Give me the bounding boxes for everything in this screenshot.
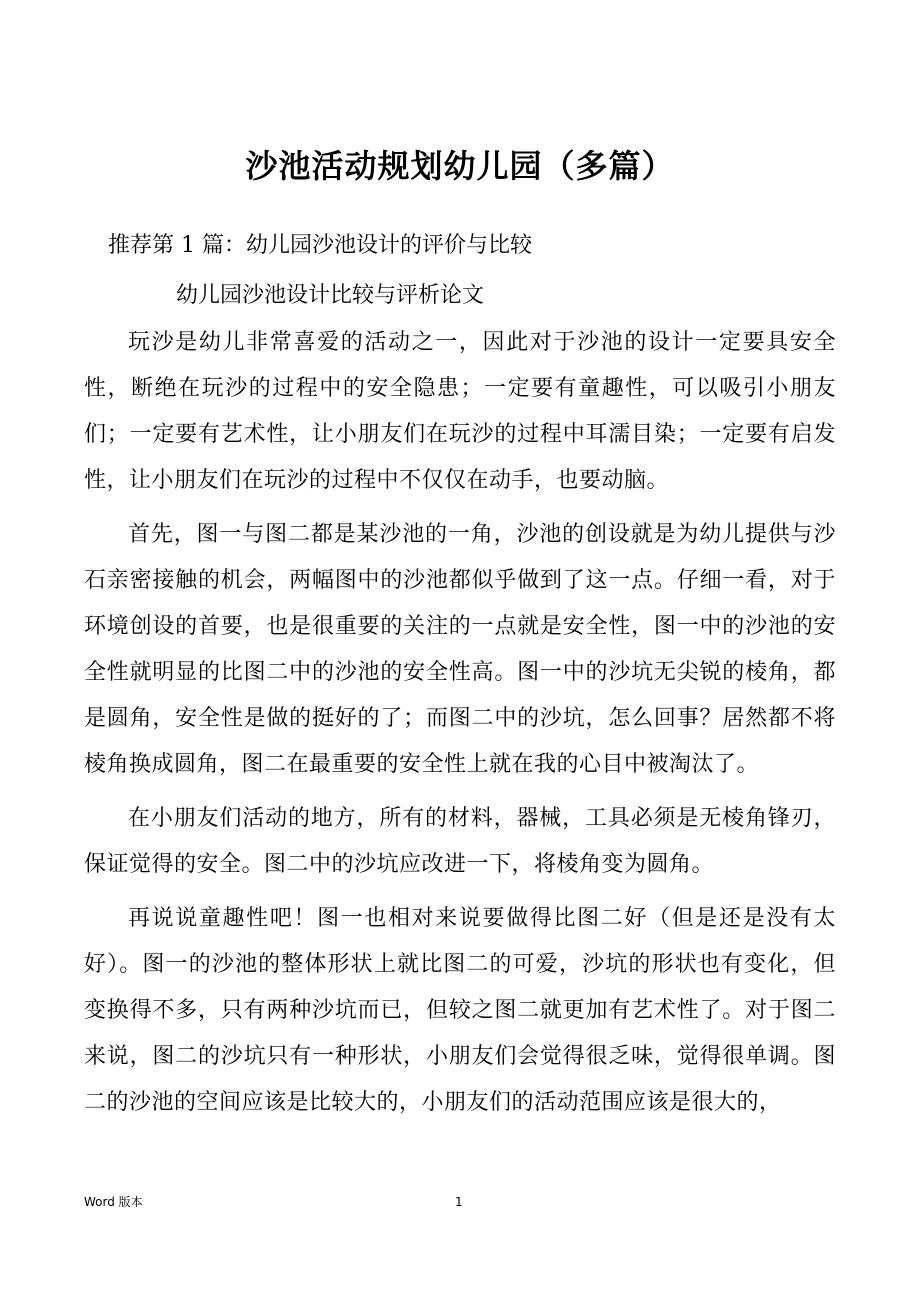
body-paragraph: 在小朋友们活动的地方，所有的材料，器械，工具必须是无棱角锋刃，保证觉得的安全。图二中的沙坑应改进一下，将棱角变为圆角。 bbox=[84, 806, 836, 877]
body-paragraph: 再说说童趣性吧！图一也相对来说要做得比图二好（但是还是没有太好）。图一的沙池的整体形状上就比图二的可爱，沙坑的形状也有变化，但变换得不多，只有两种沙坑而已，但较之图二就更加有艺术性了。对于图二来说，图二的沙坑只有一种形状，小朋友们会觉得很乏味，觉得很单调。图二的沙池的空间应该是比较大的，小朋友们的活动范围应该是很大的， bbox=[84, 906, 836, 1115]
body-paragraph: 玩沙是幼儿非常喜爱的活动之一，因此对于沙池的设计一定要具安全性，断绝在玩沙的过程中的安全隐患；一定要有童趣性，可以吸引小朋友们；一定要有艺术性，让小朋友们在玩沙的过程中耳濡目染；一定要有启发性，让小朋友们在玩沙的过程中不仅仅在动手，也要动脑。 bbox=[84, 330, 836, 493]
document-body bbox=[84, 320, 836, 1134]
article-subheading: 幼儿园沙池设计比较与评析论文 bbox=[176, 283, 485, 308]
document-title: 沙池活动规划幼儿园（多篇） bbox=[245, 147, 675, 185]
body-paragraph: 首先，图一与图二都是某沙池的一角，沙池的创设就是为幼儿提供与沙石亲密接触的机会，两幅图中的沙池都似乎做到了这一点。仔细一看，对于环境创设的首要，也是很重要的关注的一点就是安全性，图一中的沙池的安全性就明显的比图二中的沙池的安全性高。图一中的沙坑无尖锐的棱角，都是圆角，安全性是做的挺好的了；而图二中的沙坑，怎么回事？居然都不将棱角换成圆角，图二在最重要的安全性上就在我的心目中被淘汰了。 bbox=[84, 522, 836, 777]
footer-page-number: 1 bbox=[455, 1195, 463, 1209]
footer-version-label: Word 版本 bbox=[84, 1195, 143, 1209]
article-heading: 推荐第 1 篇：幼儿园沙池设计的评价与比较 bbox=[108, 233, 532, 258]
